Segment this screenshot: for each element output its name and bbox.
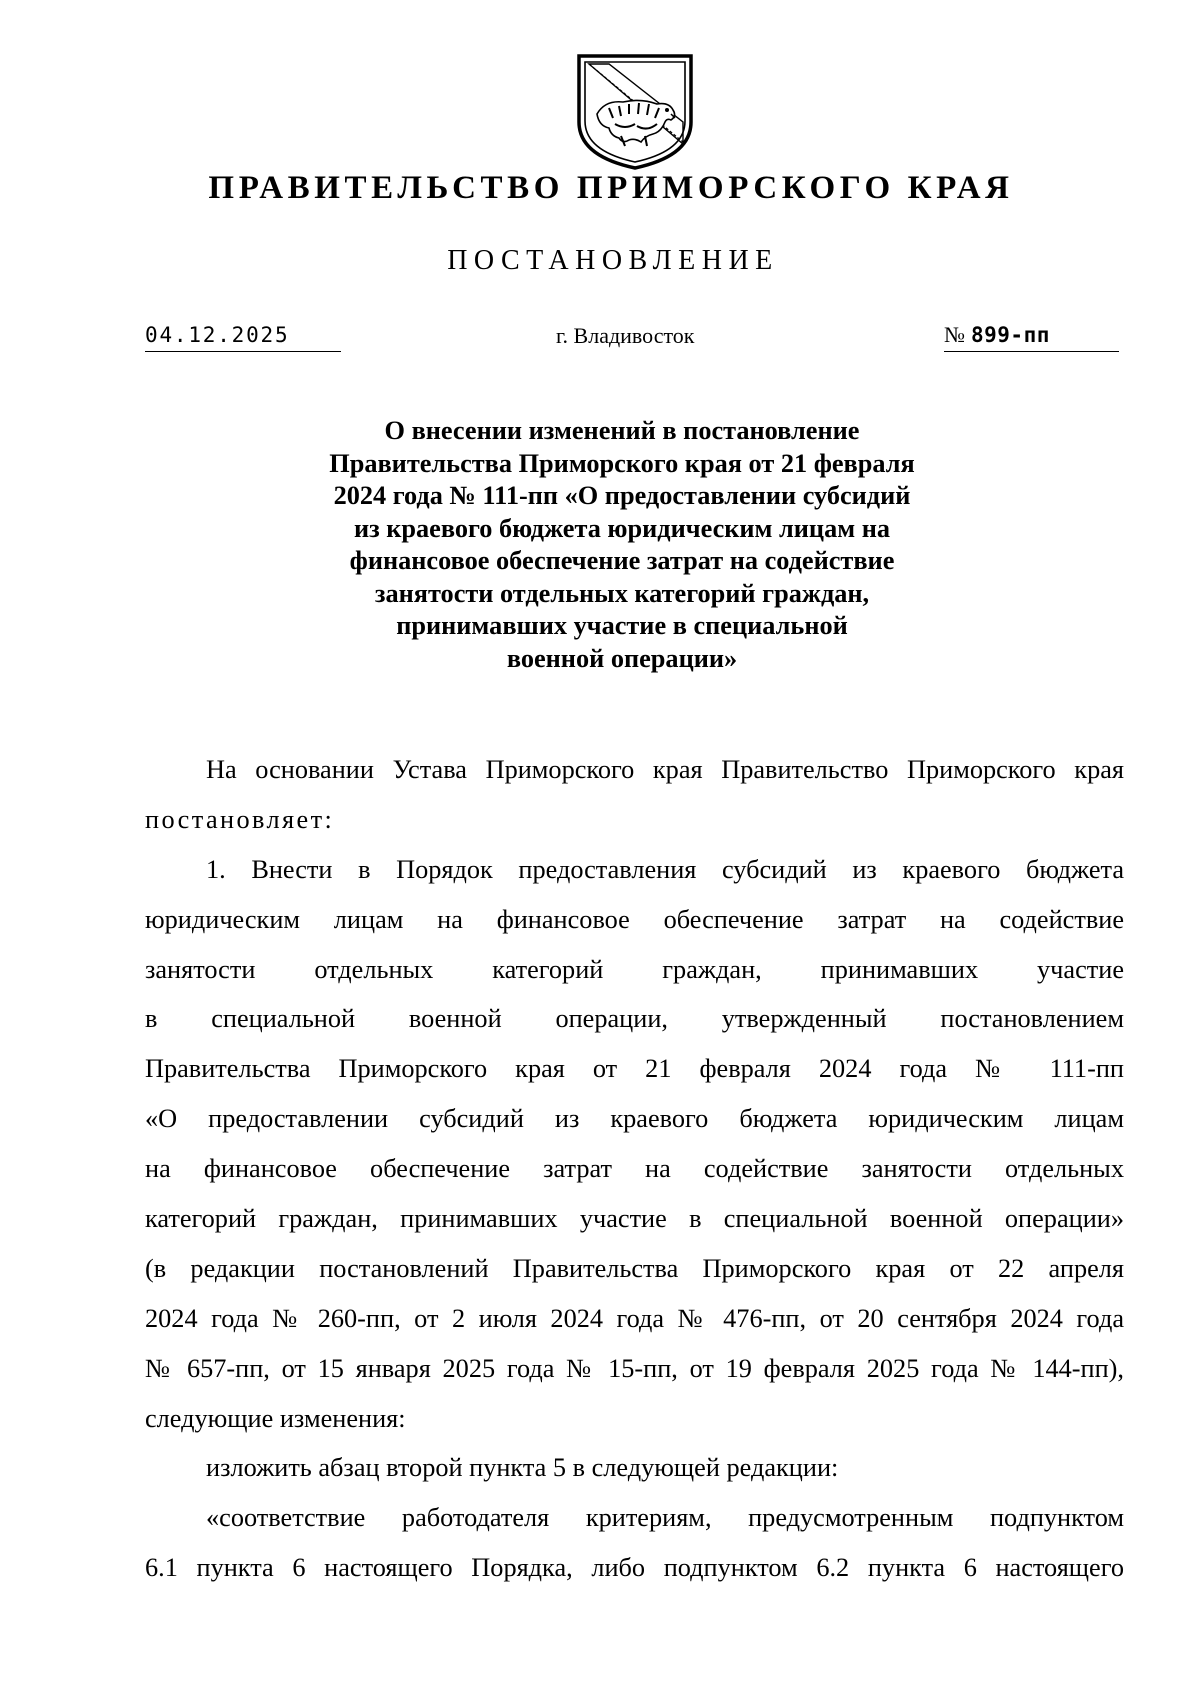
paragraph-1-line: на финансовое обеспечение затрат на содействие занятости отдельных	[145, 1154, 1124, 1184]
paragraph-1-line: в специальной военной операции, утвержденный постановлением	[145, 1004, 1124, 1034]
paragraph-1-line: № 657-пп, от 15 января 2025 года № 15-пп, от 19 февраля 2025 года № 144-пп),	[145, 1353, 1124, 1383]
paragraph-3-line: 6.1 пункта 6 настоящего Порядка, либо подпунктом 6.2 пункта 6 настоящего	[145, 1553, 1124, 1583]
heading-line: занятости отдельных категорий граждан,	[374, 578, 870, 608]
paragraph-1-line: категорий граждан, принимавших участие в специальной военной операции»	[145, 1204, 1124, 1234]
number-sign: №	[944, 322, 965, 347]
paragraph-1-line: юридическим лицам на финансовое обеспечение затрат на содействие	[145, 904, 1124, 934]
heading-line: из краевого бюджета юридическим лицам на	[353, 513, 891, 543]
paragraph-1-line: Правительства Приморского края от 21 февраля 2024 года № 111-пп	[145, 1054, 1124, 1084]
document-type: ПОСТАНОВЛЕНИЕ	[447, 245, 779, 276]
org-title: ПРАВИТЕЛЬСТВО ПРИМОРСКОГО КРАЯ	[208, 170, 1014, 206]
heading-line: 2024 года № 111-пп «О предоставлении субсидий	[333, 481, 911, 510]
paragraph-1-line: занятости отдельных категорий граждан, принимавших участие	[145, 954, 1124, 984]
heading-line: принимавших участие в специальной	[396, 611, 848, 640]
document-body	[145, 745, 1124, 1593]
paragraph-1-line: «О предоставлении субсидий из краевого бюджета юридическим лицам	[145, 1104, 1124, 1134]
paragraph-1-line: 2024 года № 260-пп, от 2 июля 2024 года № 476-пп, от 20 сентября 2024 года	[145, 1303, 1124, 1333]
document-city: г. Владивосток	[556, 323, 695, 348]
intro-decision-word: постановляет:	[145, 804, 335, 834]
primorsky-krai-coat-of-arms-icon	[575, 52, 695, 170]
heading-line: О внесении изменений в постановление	[384, 416, 860, 445]
heading-line: финансовое обеспечение затрат на содействие	[349, 546, 895, 575]
intro-line: На основании Устава Приморского края Правительство Приморского края	[206, 755, 1124, 784]
paragraph-3-line: «соответствие работодателя критериям, предусмотренным подпунктом	[206, 1503, 1124, 1533]
document-heading	[250, 415, 994, 675]
document-number	[944, 321, 1119, 352]
paragraph-1-line: 1. Внести в Порядок предоставления субсидий из краевого бюджета	[206, 854, 1124, 884]
paragraph-1-line: следующие изменения:	[145, 1403, 406, 1433]
paragraph-2-line: изложить абзац второй пункта 5 в следующей редакции:	[206, 1453, 839, 1483]
paragraph-1-line: (в редакции постановлений Правительства Приморского края от 22 апреля	[145, 1253, 1124, 1283]
document-date: 04.12.2025	[145, 321, 341, 352]
heading-line: Правительства Приморского края от 21 февраля	[329, 448, 915, 478]
heading-line: военной операции»	[506, 643, 738, 673]
number-value: 899-пп	[971, 323, 1050, 347]
